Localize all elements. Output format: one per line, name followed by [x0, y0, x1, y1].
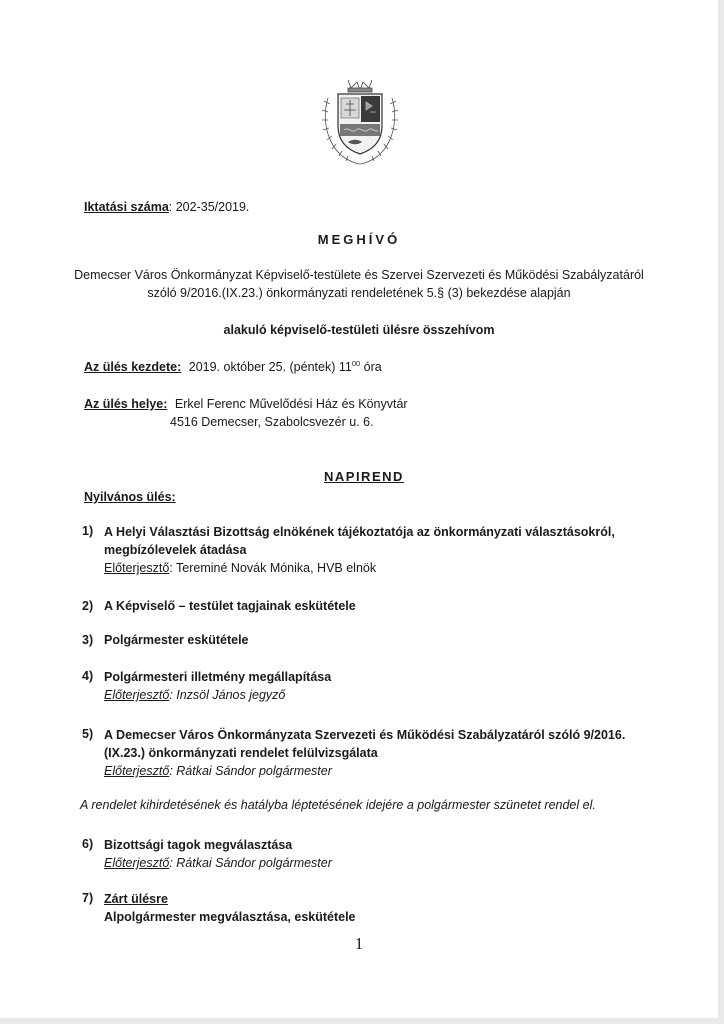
agenda-item-2-number: 2): [82, 599, 94, 613]
agenda-item-5-number: 5): [82, 727, 94, 741]
intro-line-1: Demecser Város Önkormányzat Képviselő-testülete és Szervei Szervezeti és Működési Szabályzatáról: [74, 268, 644, 282]
registration-value: : 202-35/2019.: [168, 200, 250, 214]
agenda-item-5: [104, 726, 640, 780]
agenda-item-1: [104, 523, 640, 577]
document-title: MEGHÍVÓ: [317, 232, 401, 247]
meeting-place: [84, 396, 408, 412]
meeting-place-line-1: Erkel Ferenc Művelődési Ház és Könyvtár: [174, 397, 408, 411]
agenda-item-6-presenter: [104, 854, 332, 872]
agenda-item-7-title: Alpolgármester megválasztása, eskütétele: [104, 910, 356, 924]
summons-line: alakuló képviselő-testületi ülésre összehívom: [223, 323, 495, 337]
agenda-item-1-title-line-2: megbízólevelek átadása: [104, 543, 247, 557]
agenda-item-2-title: A Képviselő – testület tagjainak eskütétele: [104, 599, 356, 613]
meeting-start-minutes: 00: [351, 358, 361, 368]
agenda-item-4-number: 4): [82, 669, 94, 683]
public-session-label: Nyilvános ülés:: [84, 490, 176, 504]
meeting-start-suffix: óra: [360, 360, 382, 374]
agenda-item-6: [104, 836, 332, 872]
agenda-title: NAPIREND: [324, 469, 404, 484]
agenda-item-5-presenter: [104, 762, 640, 780]
registration-number: [84, 199, 249, 215]
recess-note: A rendelet kihirdetésének és hatályba léptetésének idejére a polgármester szünetet rendel el.: [80, 798, 596, 812]
agenda-item-4-presenter: [104, 686, 331, 704]
meeting-start: [84, 359, 382, 375]
registration-label: Iktatási száma: [84, 200, 169, 214]
meeting-place-label: Az ülés helye:: [84, 397, 168, 411]
coat-of-arms-emblem: [318, 70, 402, 166]
agenda-item-5-title-line-1: A Demecser Város Önkormányzata Szervezeti és Működési Szabályzatáról szóló 9/2016.: [104, 728, 626, 742]
agenda-item-5-title-line-2: (IX.23.) önkormányzati rendelet felülvizsgálata: [104, 746, 378, 760]
agenda-item-4-title: Polgármesteri illetmény megállapítása: [104, 670, 332, 684]
presenter-label: Előterjesztő: [104, 764, 170, 778]
page-number: 1: [354, 934, 364, 953]
meeting-place-line-2: 4516 Demecser, Szabolcsvezér u. 6.: [170, 415, 374, 429]
presenter-label: Előterjesztő: [104, 856, 170, 870]
agenda-item-7: [104, 890, 356, 926]
agenda-item-1-title-line-1: A Helyi Választási Bizottság elnökének tájékoztatója az önkormányzati választásokról,: [104, 525, 615, 539]
agenda-item-1-number: 1): [82, 524, 94, 538]
meeting-start-value: 2019. október 25. (péntek) 11: [188, 360, 352, 374]
agenda-item-6-presenter-name: : Rátkai Sándor polgármester: [169, 856, 332, 870]
agenda-item-4-presenter-name: : Inzsöl János jegyző: [169, 688, 286, 702]
closed-session-label: Zárt ülésre: [104, 892, 168, 906]
agenda-item-6-title: Bizottsági tagok megválasztása: [104, 838, 293, 852]
agenda-item-3-number: 3): [82, 633, 94, 647]
agenda-item-7-number: 7): [82, 891, 94, 905]
agenda-item-1-presenter-name: : Tereminé Novák Mónika, HVB elnök: [169, 561, 377, 575]
agenda-item-4: [104, 668, 331, 704]
agenda-item-1-presenter: [104, 559, 640, 577]
intro-paragraph: [70, 266, 648, 302]
presenter-label: Előterjesztő: [104, 561, 170, 575]
agenda-item-6-number: 6): [82, 837, 94, 851]
agenda-item-3-title: Polgármester eskütétele: [104, 633, 249, 647]
presenter-label: Előterjesztő: [104, 688, 170, 702]
intro-line-2: szóló 9/2016.(IX.23.) önkormányzati rendeletének 5.§ (3) bekezdése alapján: [147, 286, 571, 300]
meeting-start-label: Az ülés kezdete:: [84, 360, 182, 374]
agenda-item-5-presenter-name: : Rátkai Sándor polgármester: [169, 764, 332, 778]
